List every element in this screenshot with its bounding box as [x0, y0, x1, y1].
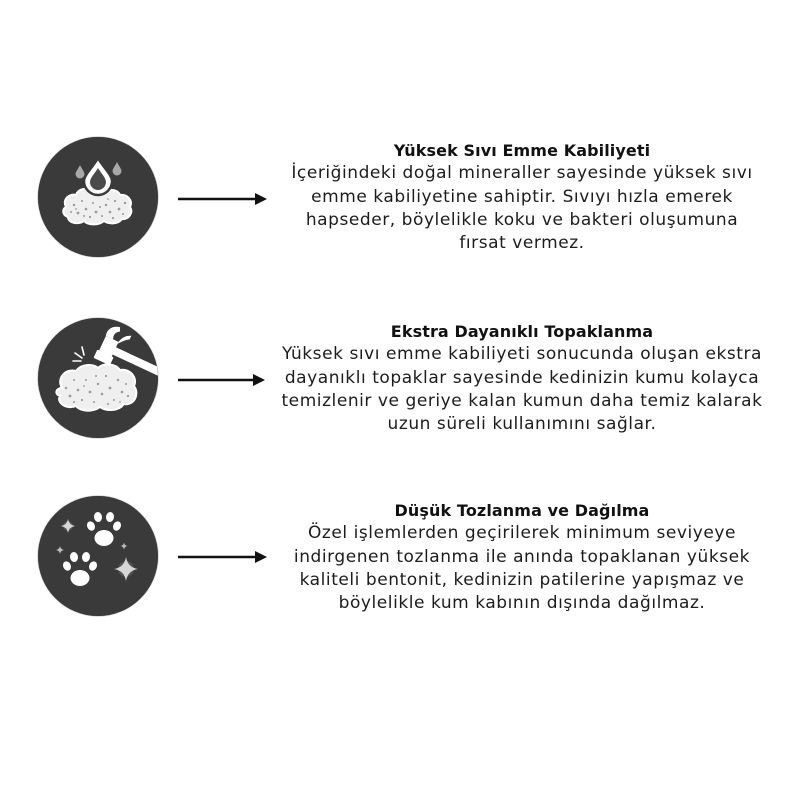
feature-description-line: fırsat vermez. — [459, 233, 585, 254]
impact-sparkle-icon — [73, 347, 84, 361]
feature-title: Yüksek Sıvı Emme Kabiliyeti — [393, 141, 651, 160]
feature-text — [262, 499, 782, 615]
small-drop-icon — [76, 165, 85, 179]
sparkle-icon — [61, 519, 75, 533]
feature-title: Düşük Tozlanma ve Dağılma — [394, 501, 650, 520]
sparkle-icon — [56, 546, 64, 554]
feature-description-line: indirgenen tozlanma ile anında topaklanan yüksek — [293, 546, 751, 567]
feature-row-liquid-absorption — [0, 137, 800, 261]
feature-description-line: temizlenir ve geriye kalan kumun daha temiz kalarak — [281, 390, 763, 411]
feature-description-line: uzun süreli kullanımını sağlar. — [387, 414, 657, 435]
feature-row-low-dust — [0, 496, 800, 620]
small-drop-icon — [113, 162, 122, 176]
arrow-right-icon — [176, 550, 268, 564]
feature-description-line: İçeriğindeki doğal mineraller sayesinde yüksek sıvı — [291, 163, 753, 184]
feature-icon-badge — [38, 137, 158, 257]
arrow-right-icon — [176, 373, 268, 387]
liquid-absorption-icon — [38, 137, 158, 257]
litter-clump-icon — [56, 364, 136, 410]
feature-title: Ekstra Dayanıklı Topaklanma — [390, 322, 654, 341]
feature-description-line: Yüksek sıvı emme kabiliyeti sonucunda oluşan ekstra — [281, 344, 762, 365]
water-drop-icon — [84, 158, 112, 195]
feature-description-line: kaliteli bentonit, kedinizin patilerine yapışmaz ve — [299, 569, 745, 590]
feature-description-line: Özel işlemlerden geçirilerek minimum seviyeye — [307, 523, 737, 544]
hammer-clump-icon — [38, 318, 158, 438]
feature-description-line: dayanıklı topaklar sayesinde kedinizin kumu kolayca — [284, 367, 760, 388]
feature-description-line: böylelikle kum kabının dışında dağılmaz. — [338, 593, 706, 614]
sparkle-icon — [114, 557, 138, 581]
sparkle-icon — [121, 543, 128, 550]
arrow-right-icon — [176, 192, 268, 206]
feature-icon-badge — [38, 318, 158, 438]
paw-print-icon — [62, 551, 99, 586]
feature-text — [262, 139, 782, 255]
feature-description-line: emme kabiliyetine sahiptir. Sıvıyı hızla emerek — [311, 186, 733, 207]
feature-icon-badge — [38, 496, 158, 616]
paw-prints-sparkle-icon — [38, 496, 158, 616]
feature-text — [262, 320, 782, 436]
feature-row-durable-clumping — [0, 318, 800, 442]
feature-description-line: hapseder, böylelikle koku ve bakteri oluşumuna — [305, 209, 739, 230]
paw-print-icon — [86, 511, 123, 546]
